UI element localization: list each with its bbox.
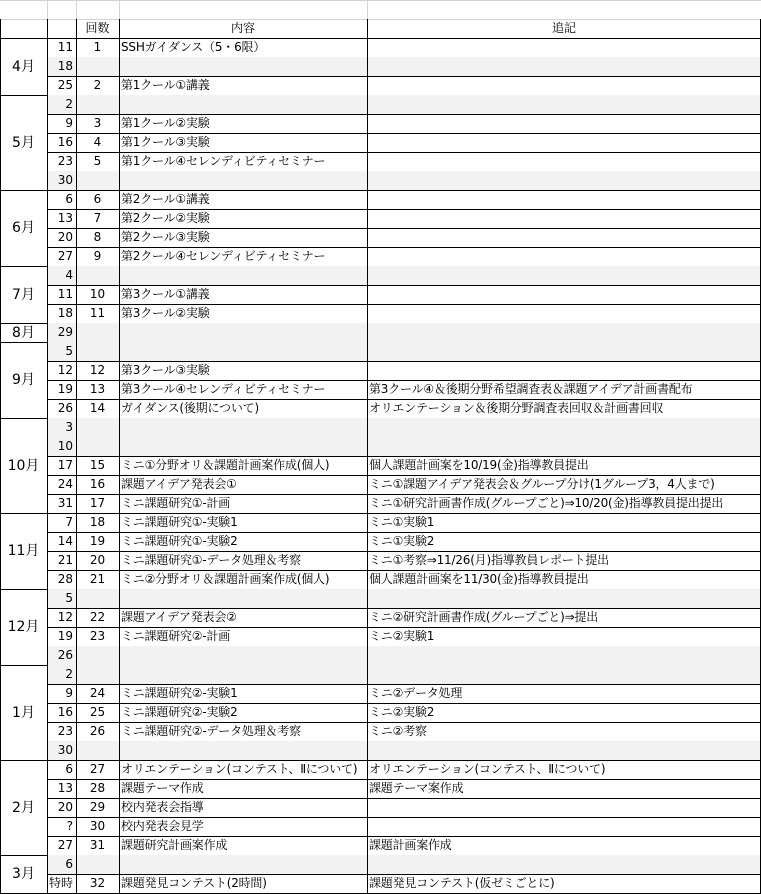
content-cell[interactable]	[119, 665, 367, 684]
date-cell[interactable]: 14	[57, 534, 73, 548]
column-border	[76, 0, 77, 19]
notes-cell[interactable]: ミニ②考察	[369, 724, 427, 738]
header-col-count[interactable]: 回数	[85, 21, 110, 35]
count-cell[interactable]: 12	[89, 363, 106, 377]
notes-cell[interactable]: オリエンテーション(コンテスト、Ⅱについて)	[369, 762, 606, 776]
notes-cell[interactable]: ミニ①研究計画書作成(グループごと)⇒10/20(金)指導教員提出提出	[369, 496, 724, 510]
count-cell[interactable]: 18	[89, 515, 106, 529]
date-cell[interactable]: 9	[65, 686, 73, 700]
count-cell[interactable]: 32	[89, 876, 106, 890]
content-cell[interactable]: 課題テーマ作成	[121, 781, 204, 795]
date-cell[interactable]: 12	[57, 363, 73, 377]
notes-cell[interactable]	[367, 285, 761, 304]
count-cell[interactable]: 7	[93, 211, 102, 225]
content-cell[interactable]	[119, 171, 367, 190]
count-cell[interactable]	[76, 57, 119, 76]
date-cell[interactable]: 13	[57, 781, 73, 795]
notes-cell[interactable]	[367, 190, 761, 209]
count-cell[interactable]: 5	[93, 154, 102, 168]
notes-cell[interactable]	[367, 304, 761, 323]
date-cell[interactable]: 3	[47, 418, 76, 437]
notes-cell[interactable]	[367, 228, 761, 247]
count-cell[interactable]	[76, 266, 119, 285]
content-cell[interactable]	[119, 323, 367, 342]
count-cell[interactable]: 24	[89, 686, 106, 700]
date-cell[interactable]: 26	[47, 646, 76, 665]
count-cell[interactable]	[76, 323, 119, 342]
date-cell[interactable]: 7	[65, 515, 73, 529]
count-cell[interactable]: 1	[93, 40, 102, 54]
count-cell[interactable]: 8	[93, 230, 102, 244]
content-cell[interactable]: ミニ①分野オリ＆課題計画案作成(個人)	[121, 458, 330, 472]
count-cell[interactable]	[76, 646, 119, 665]
count-cell[interactable]: 20	[89, 553, 106, 567]
month-label[interactable]: 6月	[12, 220, 35, 236]
date-cell[interactable]: 27	[57, 838, 73, 852]
date-cell[interactable]: 26	[57, 401, 73, 415]
notes-cell[interactable]: 個人課題計画案を10/19(金)指導教員提出	[369, 458, 589, 472]
notes-cell[interactable]: 個人課題計画案を11/30(金)指導教員提出	[369, 572, 589, 586]
date-cell[interactable]: 27	[57, 249, 73, 263]
notes-cell[interactable]: ミニ①課題アイデア発表会＆グループ分け(1グループ3，4人まで)	[369, 477, 715, 491]
date-cell[interactable]: 20	[57, 800, 73, 814]
date-cell[interactable]: 6	[65, 762, 73, 776]
content-cell[interactable]: 第3クール③実験	[121, 363, 210, 377]
content-cell[interactable]: 第2クール④セレンディビティセミナー	[121, 249, 326, 263]
date-cell[interactable]: ?	[66, 819, 73, 833]
count-cell[interactable]: 10	[89, 287, 106, 301]
content-cell[interactable]	[119, 342, 367, 361]
notes-cell[interactable]: ミニ②実験2	[369, 705, 435, 719]
column-border	[0, 19, 1, 893]
content-cell[interactable]	[119, 741, 367, 760]
date-cell[interactable]: 19	[57, 382, 73, 396]
column-border	[47, 19, 48, 893]
month-label[interactable]: 9月	[12, 372, 35, 388]
count-cell[interactable]: 6	[93, 192, 102, 206]
content-cell[interactable]	[119, 95, 367, 114]
notes-cell[interactable]	[367, 646, 761, 665]
date-cell[interactable]: 21	[57, 553, 73, 567]
column-border	[367, 19, 368, 893]
date-cell[interactable]: 23	[57, 154, 73, 168]
notes-cell[interactable]	[367, 418, 761, 437]
content-cell[interactable]	[119, 437, 367, 456]
column-border	[47, 0, 48, 19]
date-cell[interactable]: 29	[47, 323, 76, 342]
count-cell[interactable]: 3	[93, 116, 102, 130]
content-cell[interactable]: 第2クール③実験	[121, 230, 210, 244]
notes-cell[interactable]: 課題発見コンテスト(仮ゼミごとに)	[369, 876, 555, 890]
month-label[interactable]: 1月	[12, 704, 35, 721]
notes-cell[interactable]: 課題テーマ案作成	[369, 781, 464, 795]
notes-cell[interactable]: 第3クール④＆後期分野希望調査表＆課題アイデア計画書配布	[369, 382, 693, 396]
notes-cell[interactable]	[367, 247, 761, 266]
content-cell[interactable]: 課題アイデア発表会①	[121, 477, 237, 491]
notes-cell[interactable]: ミニ②実験1	[369, 629, 435, 643]
count-cell[interactable]: 17	[89, 496, 106, 510]
date-cell[interactable]: 12	[57, 610, 73, 624]
count-cell[interactable]: 21	[89, 572, 106, 586]
count-cell[interactable]	[76, 855, 119, 874]
notes-cell[interactable]	[367, 209, 761, 228]
content-cell[interactable]: 第2クール①講義	[121, 192, 210, 206]
date-cell[interactable]: 24	[57, 477, 73, 491]
date-cell[interactable]: 23	[57, 724, 73, 738]
date-cell[interactable]: 18	[57, 306, 73, 320]
count-cell[interactable]: 22	[89, 610, 106, 624]
month-label[interactable]: 11月	[7, 543, 40, 559]
date-cell[interactable]: 10	[47, 437, 76, 456]
month-label[interactable]: 4月	[12, 58, 35, 75]
count-cell[interactable]	[76, 171, 119, 190]
count-cell[interactable]: 29	[89, 800, 106, 814]
month-label[interactable]: 3月	[12, 866, 35, 882]
content-cell[interactable]: 第2クール②実験	[121, 211, 210, 225]
notes-cell[interactable]: ミニ②研究計画書作成(グループごと)⇒提出	[369, 610, 599, 624]
content-cell[interactable]: ミニ②分野オリ＆課題計画案作成(個人)	[121, 572, 330, 586]
content-cell[interactable]: 課題アイデア発表会②	[121, 610, 237, 624]
content-cell[interactable]	[119, 646, 367, 665]
notes-cell[interactable]	[367, 133, 761, 152]
content-cell[interactable]: ミニ課題研究②-実験2	[121, 705, 238, 719]
date-cell[interactable]: 30	[47, 171, 76, 190]
date-cell[interactable]: 25	[57, 78, 73, 92]
notes-cell[interactable]: ミニ②データ処理	[369, 686, 463, 700]
header-col-a[interactable]	[0, 19, 47, 38]
notes-cell[interactable]	[367, 342, 761, 361]
count-cell[interactable]: 19	[89, 534, 106, 548]
content-cell[interactable]	[119, 589, 367, 608]
content-cell[interactable]: 校内発表会見学	[121, 819, 204, 833]
count-cell[interactable]: 31	[89, 838, 106, 852]
content-cell[interactable]: 第3クール①講義	[121, 287, 210, 301]
column-border	[119, 19, 120, 893]
count-cell[interactable]: 26	[89, 724, 106, 738]
notes-cell[interactable]	[367, 95, 761, 114]
count-cell[interactable]: 28	[89, 781, 106, 795]
date-cell[interactable]: 9	[65, 116, 73, 130]
notes-cell[interactable]: オリエンテーション＆後期分野調査表回収＆計画書回収	[369, 401, 664, 415]
date-cell[interactable]: 17	[57, 458, 73, 472]
notes-cell[interactable]: ミニ①考察⇒11/26(月)指導教員レポート提出	[369, 553, 609, 567]
count-cell[interactable]: 30	[89, 819, 106, 833]
count-cell[interactable]: 9	[93, 249, 102, 263]
content-cell[interactable]: 第1クール②実験	[121, 116, 210, 130]
header-col-notes[interactable]: 追記	[551, 21, 576, 35]
notes-cell[interactable]	[367, 589, 761, 608]
date-cell[interactable]: 20	[57, 230, 73, 244]
notes-cell[interactable]	[367, 798, 761, 817]
month-label[interactable]: 8月	[12, 324, 35, 341]
header-col-content[interactable]: 内容	[230, 21, 255, 35]
content-cell[interactable]: ミニ課題研究①-計画	[121, 496, 231, 510]
notes-cell[interactable]: 課題計画案作成	[369, 838, 452, 852]
content-cell[interactable]: ミニ課題研究①-実験1	[121, 515, 238, 529]
count-cell[interactable]: 14	[89, 401, 106, 415]
content-cell[interactable]: 第3クール④セレンディビティセミナー	[121, 382, 326, 396]
notes-cell[interactable]	[367, 361, 761, 380]
date-cell[interactable]: 11	[57, 40, 73, 54]
content-cell[interactable]: ミニ課題研究②-実験1	[121, 686, 238, 700]
date-cell[interactable]: 特時	[48, 876, 73, 890]
date-cell[interactable]: 16	[57, 705, 73, 719]
content-cell[interactable]	[119, 418, 367, 437]
content-cell[interactable]: 第1クール③実験	[121, 135, 210, 149]
count-cell[interactable]	[76, 95, 119, 114]
notes-cell[interactable]: ミニ①実験1	[369, 515, 435, 529]
notes-cell[interactable]	[367, 38, 761, 57]
date-cell[interactable]: 16	[57, 135, 73, 149]
content-cell[interactable]: 課題研究計画案作成	[121, 838, 228, 852]
notes-cell[interactable]	[367, 741, 761, 760]
count-cell[interactable]: 2	[93, 78, 102, 92]
content-cell[interactable]: 第3クール②実験	[121, 306, 210, 320]
content-cell[interactable]	[119, 57, 367, 76]
count-cell[interactable]: 13	[89, 382, 106, 396]
content-cell[interactable]: SSHガイダンス（5・6限）	[121, 40, 266, 54]
column-border	[76, 19, 77, 893]
content-cell[interactable]: ミニ課題研究①-データ処理＆考察	[121, 553, 301, 567]
count-cell[interactable]: 23	[89, 629, 106, 643]
date-cell[interactable]: 18	[47, 57, 76, 76]
date-cell[interactable]: 31	[57, 496, 73, 510]
month-label[interactable]: 2月	[12, 799, 35, 816]
content-cell[interactable]: ミニ課題研究②-計画	[121, 629, 231, 643]
month-label[interactable]: 10月	[7, 457, 40, 474]
count-cell[interactable]: 4	[93, 135, 102, 149]
notes-cell[interactable]	[367, 323, 761, 342]
date-cell[interactable]: 5	[47, 589, 76, 608]
date-cell[interactable]: 2	[47, 665, 76, 684]
date-cell[interactable]: 6	[47, 855, 76, 874]
count-cell[interactable]: 25	[89, 705, 106, 719]
content-cell[interactable]: 第1クール④セレンディビティセミナー	[121, 154, 326, 168]
date-cell[interactable]: 5	[47, 342, 76, 361]
notes-cell[interactable]	[367, 665, 761, 684]
date-cell[interactable]: 4	[47, 266, 76, 285]
content-cell[interactable]: ミニ課題研究②-データ処理＆考察	[121, 724, 301, 738]
date-cell[interactable]: 13	[57, 211, 73, 225]
count-cell[interactable]: 11	[89, 306, 106, 320]
date-cell[interactable]: 19	[57, 629, 73, 643]
notes-cell[interactable]	[367, 171, 761, 190]
content-cell[interactable]: 課題発見コンテスト(2時間)	[121, 876, 267, 890]
row-border	[0, 0, 761, 1]
notes-cell[interactable]	[367, 437, 761, 456]
notes-cell[interactable]	[367, 57, 761, 76]
content-cell[interactable]: 校内発表会指導	[121, 800, 204, 814]
count-cell[interactable]	[76, 418, 119, 437]
count-cell[interactable]: 27	[89, 762, 106, 776]
count-cell[interactable]: 16	[89, 477, 106, 491]
date-cell[interactable]: 6	[65, 192, 73, 206]
notes-cell[interactable]	[367, 266, 761, 285]
notes-cell[interactable]	[367, 817, 761, 836]
notes-cell[interactable]: ミニ①実験2	[369, 534, 435, 548]
count-cell[interactable]	[76, 665, 119, 684]
month-label[interactable]: 7月	[12, 286, 35, 303]
date-cell[interactable]: 28	[57, 572, 73, 586]
header-col-b[interactable]	[47, 19, 76, 38]
notes-cell[interactable]	[367, 114, 761, 133]
date-cell[interactable]: 30	[47, 741, 76, 760]
content-cell[interactable]	[119, 855, 367, 874]
count-cell[interactable]: 15	[89, 458, 106, 472]
month-label[interactable]: 5月	[12, 134, 35, 151]
notes-cell[interactable]	[367, 855, 761, 874]
count-cell[interactable]	[76, 741, 119, 760]
column-border	[367, 0, 368, 19]
content-cell[interactable]: ガイダンス(後期について)	[121, 401, 259, 415]
date-cell[interactable]: 11	[57, 287, 73, 301]
content-cell[interactable]: ミニ課題研究①-実験2	[121, 534, 238, 548]
date-cell[interactable]: 2	[47, 95, 76, 114]
count-cell[interactable]	[76, 437, 119, 456]
content-cell[interactable]	[119, 266, 367, 285]
content-cell[interactable]: 第1クール①講義	[121, 78, 210, 92]
count-cell[interactable]	[76, 342, 119, 361]
notes-cell[interactable]	[367, 76, 761, 95]
notes-cell[interactable]	[367, 152, 761, 171]
count-cell[interactable]	[76, 589, 119, 608]
month-label[interactable]: 12月	[7, 619, 40, 635]
content-cell[interactable]: オリエンテーション(コンテスト、Ⅱについて)	[121, 762, 358, 776]
column-border	[119, 0, 120, 19]
